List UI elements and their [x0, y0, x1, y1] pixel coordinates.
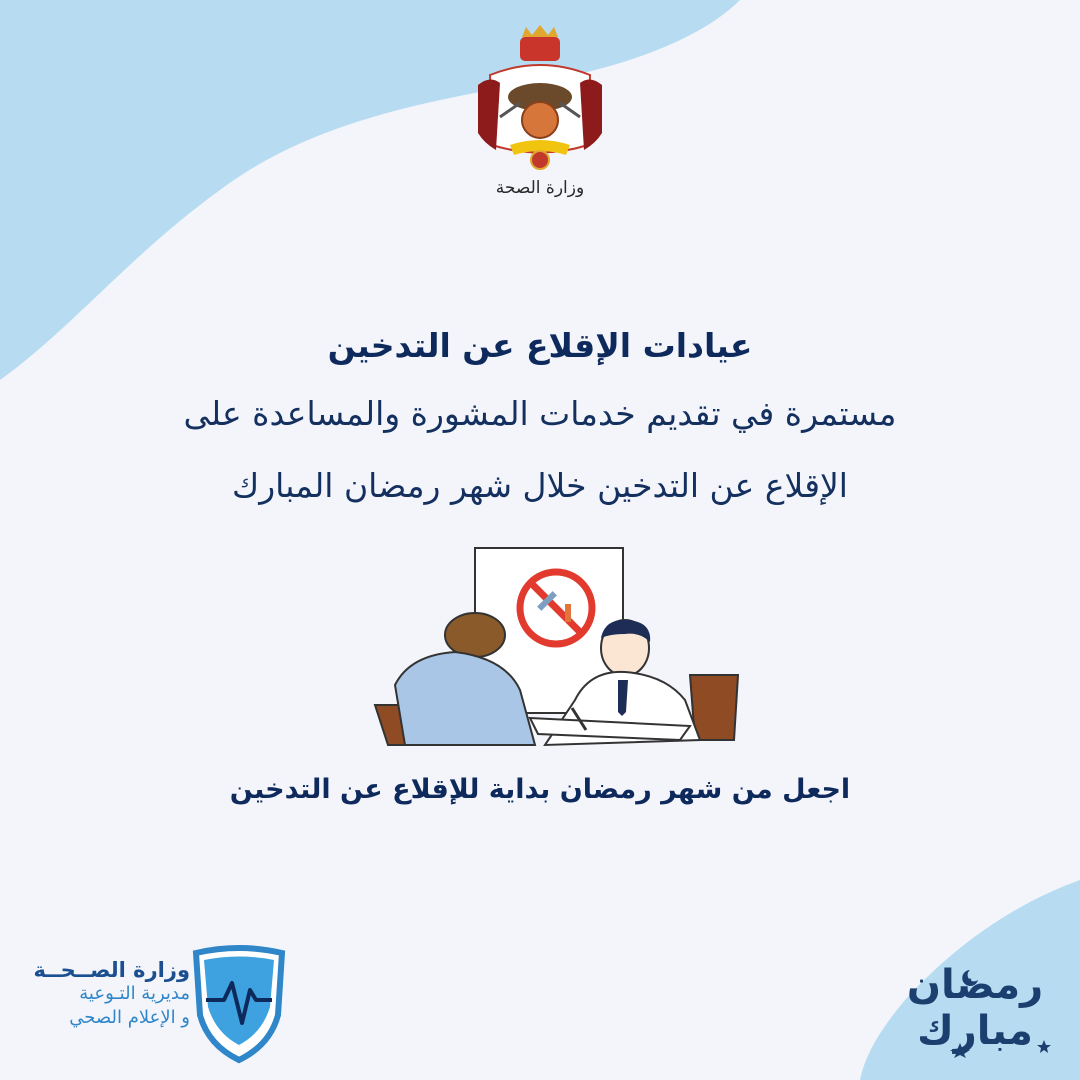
- body-text-line-1: مستمرة في تقديم خدمات المشورة والمساعدة على: [183, 394, 897, 433]
- call-to-action-text: اجعل من شهر رمضان بداية للإقلاع عن التدخين: [229, 774, 851, 805]
- ramadan-greeting-line-1: رمضان: [906, 962, 1044, 1008]
- doctor-patient-no-smoking-icon: [360, 540, 760, 750]
- heartbeat-shield-icon: [190, 945, 288, 1065]
- footer-ministry-name: وزارة الصــحــة: [33, 958, 190, 982]
- ramadan-greeting: [890, 962, 1060, 1054]
- jordan-coat-of-arms-icon: [470, 25, 610, 180]
- footer-directorate-line-2: و الإعلام الصحي: [69, 1007, 190, 1028]
- page-title: عيادات الإقلاع عن التدخين: [327, 326, 753, 365]
- ministry-signature: وزارة الصحة: [495, 178, 585, 198]
- footer-directorate-line-1: مديرية التـوعية: [79, 983, 190, 1004]
- ramadan-greeting-line-2: مبارك: [917, 1008, 1033, 1054]
- body-text-line-2: الإقلاع عن التدخين خلال شهر رمضان المبارك: [232, 466, 848, 505]
- footer-ministry-text: [20, 958, 190, 1030]
